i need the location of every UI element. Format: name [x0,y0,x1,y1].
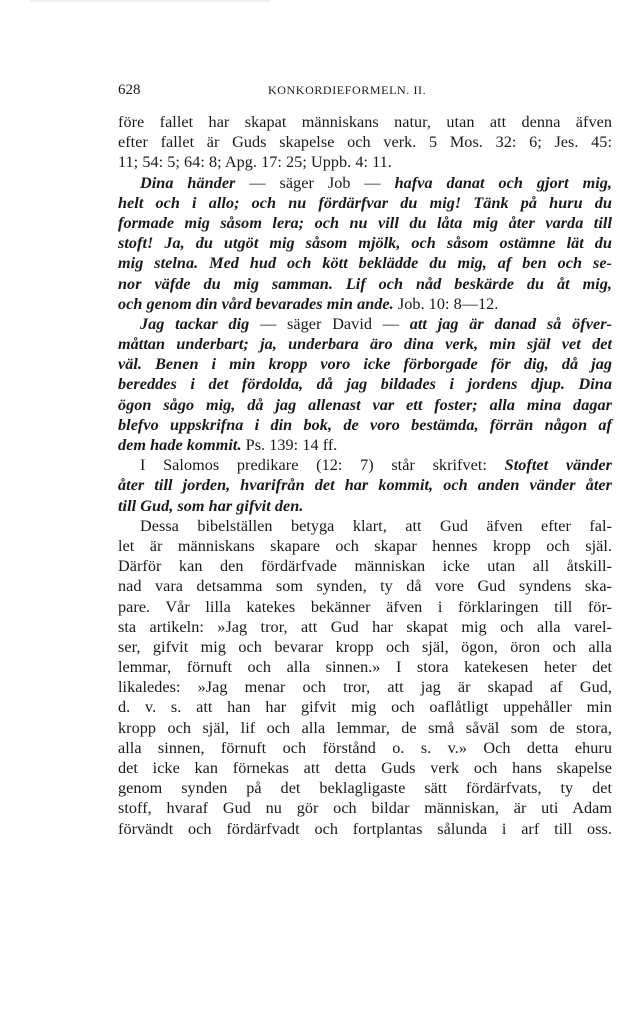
page-header [118,80,612,100]
text-line [118,637,612,657]
running-title: KONKORDIEFORMELN. II. [268,83,427,97]
text-line [118,112,612,132]
text-segment: det icke kan förnekas att detta Guds verk och hans skapelse [118,759,612,777]
text-line [118,294,612,314]
text-segment: alla sinnen, förnuft och förstånd o. s. v.» Och detta ehuru [118,738,612,757]
text-line [118,374,612,394]
text-segment: I Salomos predikare (12: 7) står skrifvet: [140,456,505,475]
text-line [118,132,612,152]
text-segment: genom synden på det beklagligaste sätt fördärfvats, ty det [118,779,612,798]
text-line [118,819,612,839]
text-line [118,556,612,576]
text-segment: förvändt och fördärfvadt och fortplantas sålunda i arf till oss. [118,819,612,838]
italic-segment: nor väfde du mig samman. Lif och nåd beskärde du åt mig, [118,274,612,293]
text-line [118,475,612,495]
text-segment: lemmar, förnuft och alla sinnen.» I stora katekesen heter det [118,658,612,677]
body-text [118,112,612,839]
text-line [118,455,612,475]
text-line [118,758,612,778]
text-segment: före fallet har skapat människans natur, utan att denna äfven [118,113,612,131]
italic-segment: helt och i allo; och nu fördärfvar du mig! Tänk på huru du [118,193,612,212]
text-line [118,213,612,233]
italic-segment: bereddes i det fördolda, då jag bildades i jordens djup. Dina [118,375,612,394]
italic-segment: att jag är danad så öfver- [409,314,612,333]
italic-segment: åter till jorden, hvarifrån det har kommit, och anden vänder åter [118,476,612,495]
text-line [118,778,612,798]
text-line [118,496,612,516]
text-segment: let är människans skapare och skapar hennes kropp och själ. [118,536,612,555]
italic-segment: måttan underbart; ja, underbara äro dina verk, min själ vet det [118,335,612,354]
text-line [118,173,612,193]
italic-segment: stoft! Ja, du utgöt mig såsom mjölk, och såsom ostämne lät du [118,234,612,253]
text-segment: Job. 10: 8—12. [393,294,499,313]
text-line [118,738,612,758]
text-segment: — säger Job — [235,173,395,192]
text-segment: likaledes: »Jag menar och tror, att jag är skapad af Gud, [118,678,612,697]
text-line [118,274,612,294]
italic-segment: och genom din vård bevarades min ande. [118,294,394,313]
text-line [118,536,612,556]
text-line [118,395,612,415]
text-line [118,697,612,717]
text-line [118,233,612,253]
text-segment: d. v. s. att han har gifvit mig och oaflåtligt uppehåller min [118,698,612,717]
text-line [118,798,612,818]
text-segment: — säger David — [249,314,410,333]
text-segment: Ps. 139: 14 ff. [241,436,338,454]
italic-segment: blefvo uppskrifna i din bok, de voro bestämda, förrän någon af [118,415,612,434]
text-segment: efter fallet är Guds skapelse och verk. 5 Mos. 32: 6; Jes. 45: [118,133,612,152]
text-line [118,677,612,697]
text-line [118,253,612,273]
text-segment: nad vara detsamma som synden, ty då vore Gud syndens ska- [118,577,612,596]
text-line [118,617,612,637]
text-segment: Därför kan den fördärfvade människan icke utan all åtskill- [118,557,612,576]
text-line [118,314,612,334]
text-segment: sta artikeln: »Jag tror, att Gud har skapat mig och alla varel- [118,617,612,636]
text-line [118,193,612,213]
text-line [118,152,612,172]
text-line [118,576,612,596]
text-line [118,435,612,455]
text-segment: Dessa bibelställen betyga klart, att Gud äfven efter fal- [140,516,612,535]
italic-segment: Jag tackar dig [140,314,250,333]
italic-segment: ögon sågo mig, då jag allenast var ett foster; alla mina dagar [118,395,612,414]
text-segment: 11; 54: 5; 64: 8; Apg. 17: 25; Uppb. 4: 11. [118,153,392,172]
text-line [118,657,612,677]
text-line [118,354,612,374]
text-segment: pare. Vår lilla katekes bekänner äfven i förklaringen till för- [118,597,612,616]
italic-segment: Stoftet vänder [504,456,613,475]
italic-segment: dem hade kommit. [118,436,242,454]
italic-segment: väl. Benen i min kropp voro icke förborgade för dig, då jag [118,355,612,374]
text-line [118,415,612,435]
italic-segment: till Gud, som har gifvit den. [118,496,304,515]
text-segment: ser, gifvit mig och bevarar kropp och själ, ögon, öron och alla [118,637,612,656]
text-line [118,334,612,354]
text-line [118,597,612,617]
text-segment: stoff, hvaraf Gud nu gör och bildar människan, är uti Adam [118,799,612,818]
italic-segment: Dina händer [140,173,236,192]
text-segment: kropp och själ, lif och alla lemmar, de små såväl som de stora, [118,718,612,737]
scan-artifact [30,0,270,2]
italic-segment: mig stelna. Med hud och kött beklädde du mig, af ben och se- [118,254,612,273]
text-line [118,516,612,536]
page-number: 628 [118,82,141,98]
italic-segment: formade mig såsom lera; och nu vill du låta mig åter varda till [118,213,612,232]
text-line [118,718,612,738]
italic-segment: hafva danat och gjort mig, [394,173,612,192]
